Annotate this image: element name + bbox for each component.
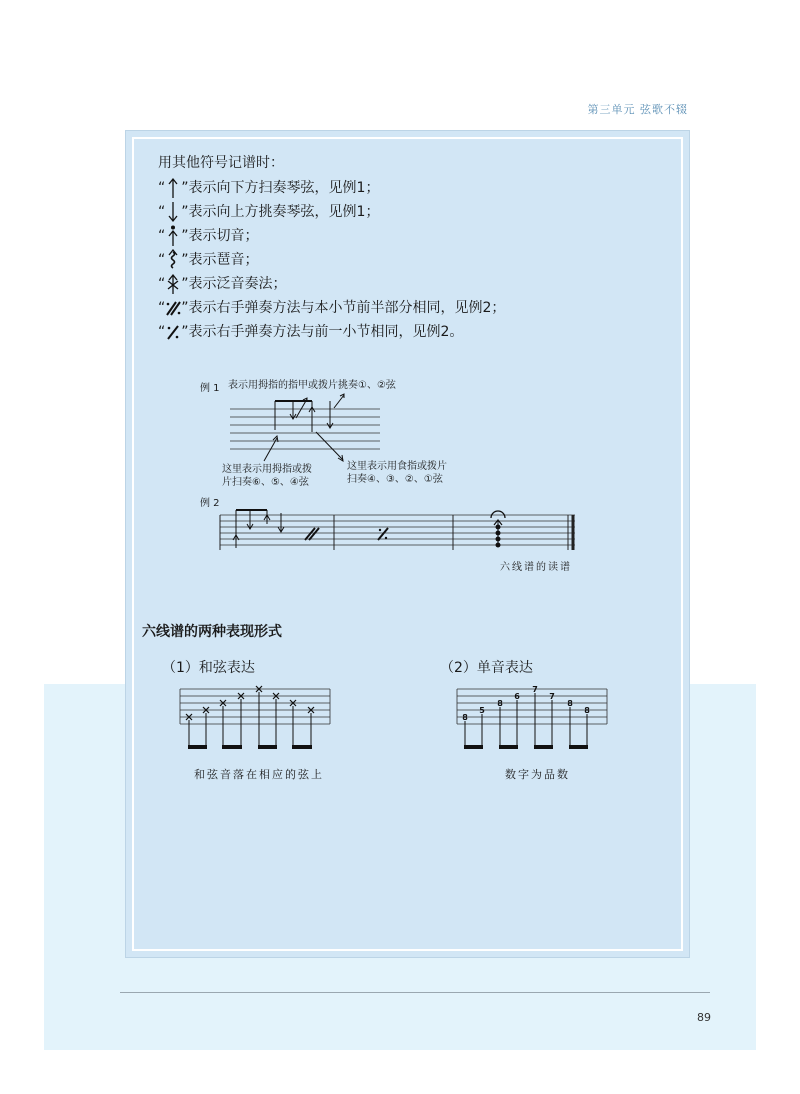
close-quote: ” (181, 300, 189, 316)
fret-number: 8 (584, 706, 590, 715)
symbol-text: 表示向下方扫奏琴弦，见例1； (188, 180, 380, 196)
close-quote: ” (181, 228, 189, 244)
fret-number: 6 (514, 692, 520, 701)
form2-title: （2）单音表达 (440, 660, 533, 676)
form1-title: （1）和弦表达 (162, 660, 255, 676)
unit-header: 第三单元 弦歌不辍 (587, 103, 688, 116)
close-quote: ” (181, 204, 189, 220)
example1-right-note-line1: 这里表示用食指或拨片 (347, 461, 447, 472)
example2-label: 例 2 (200, 498, 220, 509)
example1-left-note-line2: 片扫奏⑥、⑤、④弦 (222, 477, 309, 488)
close-quote: ” (181, 276, 189, 292)
open-quote: “ (158, 300, 166, 316)
fret-number: 8 (497, 699, 503, 708)
page-number: 89 (697, 1011, 711, 1024)
footer-divider (120, 992, 710, 993)
symbol-text: 表示琶音； (188, 252, 259, 268)
open-quote: “ (158, 324, 166, 340)
fret-number: 7 (549, 692, 555, 701)
fret-number: 8 (567, 699, 573, 708)
close-quote: ” (181, 252, 189, 268)
open-quote: “ (158, 228, 166, 244)
symbol-text: 表示切音； (188, 228, 259, 244)
section-heading: 六线谱的两种表现形式 (142, 624, 282, 640)
example1-left-note-line1: 这里表示用拇指或拨 (222, 464, 312, 475)
open-quote: “ (158, 276, 166, 292)
fret-number: 5 (479, 706, 485, 715)
fret-number: 8 (462, 713, 468, 722)
intro-text: 用其他符号记谱时： (158, 155, 284, 171)
symbol-text: 表示向上方挑奏琴弦，见例1； (188, 204, 380, 220)
open-quote: “ (158, 204, 166, 220)
symbol-text: 表示泛音奏法； (188, 276, 287, 292)
close-quote: ” (181, 324, 189, 340)
symbol-text: 表示右手弹奏方法与本小节前半部分相同，见例2； (188, 300, 506, 316)
symbol-text: 表示右手弹奏方法与前一小节相同，见例2。 (188, 324, 464, 340)
fret-number: 7 (532, 685, 538, 694)
example1-label: 例 1 (200, 383, 220, 394)
example1-top-note: 表示用拇指的指甲或拨片挑奏①、②弦 (228, 380, 396, 391)
example1-right-note-line2: 扫奏④、③、②、①弦 (347, 474, 443, 485)
open-quote: “ (158, 180, 166, 196)
example2-caption: 六线谱的读谱 (500, 562, 572, 573)
fret-numbers (462, 685, 590, 722)
beams (464, 745, 588, 749)
form2-caption: 数字为品数 (505, 768, 570, 781)
open-quote: “ (158, 252, 166, 268)
close-quote: ” (181, 180, 189, 196)
form1-caption: 和弦音落在相应的弦上 (194, 768, 324, 781)
